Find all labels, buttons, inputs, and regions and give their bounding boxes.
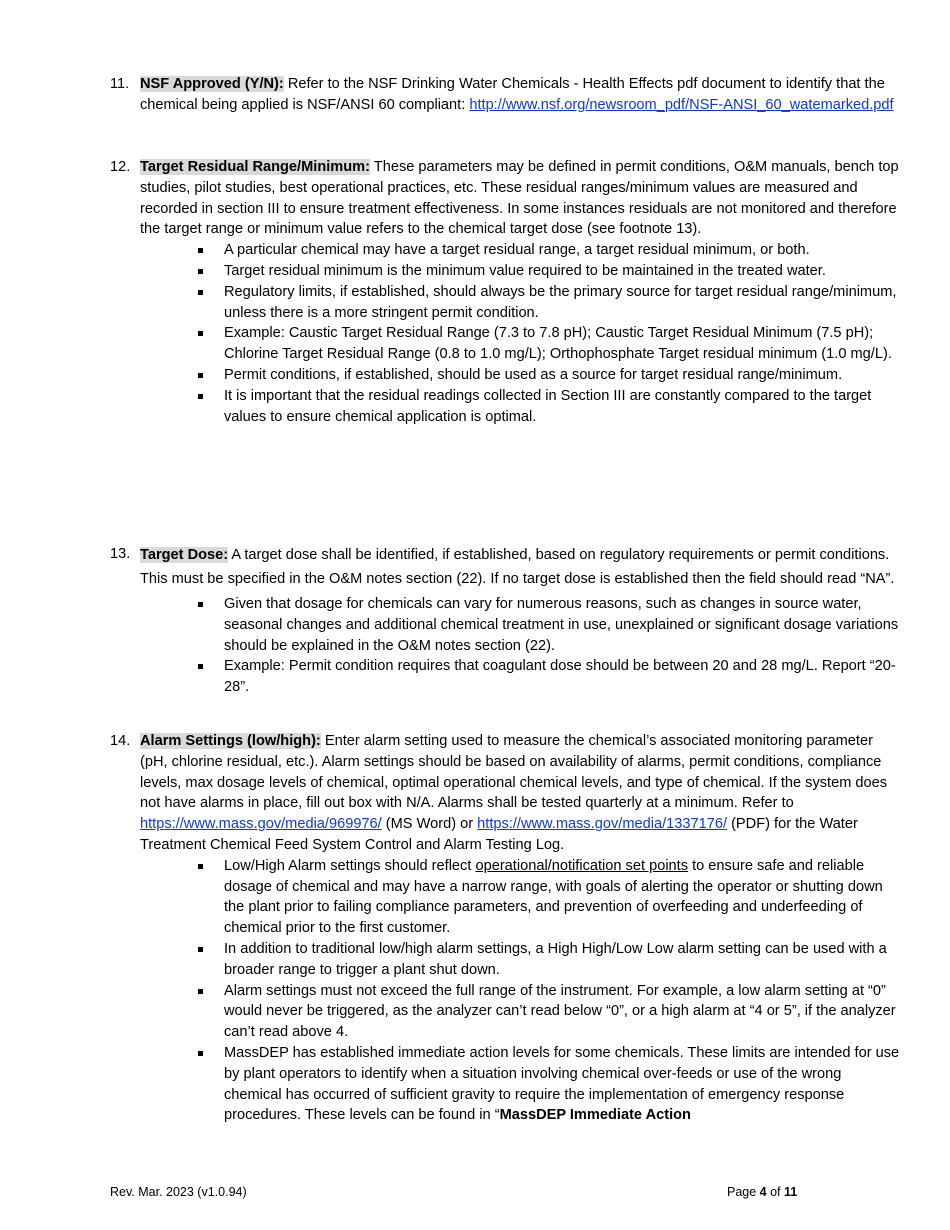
list-item-13 — [110, 544, 900, 698]
bullet-item: It is important that the residual readings collected in Section III are constantly compared to the target values to ensure chemical application is optimal. — [110, 386, 900, 428]
list-item-12 — [110, 157, 900, 427]
bullet-item: Regulatory limits, if established, should always be the primary source for target residual range/minimum, unless there is a more stringent permit condition. — [110, 282, 900, 324]
pdf-link[interactable]: https://www.mass.gov/media/1337176/ — [477, 816, 728, 833]
bullet-item: A particular chemical may have a target residual range, a target residual minimum, or both. — [110, 240, 900, 261]
item-number: 12. — [110, 159, 131, 175]
bullet-item: MassDEP has established immediate action levels for some chemicals. These limits are intended for use by plant operators to identify when a situation involving chemical over-feeds or use of the wrong chemical has occurred of sufficient gravity to require the implementation of emergency response procedures. These levels can be found in “MassDEP Immediate Action — [110, 1043, 900, 1126]
bullet-item: Given that dosage for chemicals can vary for numerous reasons, such as changes in source water, seasonal changes and additional chemical treatment in use, unexplained or significant dosage variations should be explained in the O&M notes section (22). — [110, 594, 900, 656]
bullet-icon — [198, 269, 203, 274]
bullet-icon — [198, 864, 203, 869]
bullet-list — [110, 240, 900, 427]
item-heading: Target Dose: — [140, 547, 229, 563]
bullet-item: Alarm settings must not exceed the full range of the instrument. For example, a low alarm setting at “0” would never be triggered, as the analyzer can’t read below “0”, or a high alarm at “4 or 5”, if the analyzer can’t read above 4. — [110, 981, 900, 1043]
bullet-icon — [198, 373, 203, 378]
bullet-item: Low/High Alarm settings should reflect operational/notification set points to ensure safe and reliable dosage of chemical and may have a narrow range, with goals of alerting the operator or shutting down the plant prior to failing compliance parameters, and prevention of overfeeding and underfeeding of chemical prior to the first customer. — [110, 856, 900, 939]
bullet-icon — [198, 989, 203, 994]
bullet-item: Example: Permit condition requires that coagulant dose should be between 20 and 28 mg/L. Report “20-28”. — [110, 656, 900, 698]
bullet-icon — [198, 947, 203, 952]
footer-page-number: Page 4 of 11 — [727, 1185, 798, 1199]
item-text: Refer to the NSF Drinking Water Chemicals - Health Effects pdf document to identify that the chemical being applied is NSF/ANSI 60 compliant: — [140, 76, 885, 113]
bullet-icon — [198, 1051, 203, 1056]
bullet-icon — [198, 602, 203, 607]
bullet-list — [110, 856, 900, 1126]
bullet-icon — [198, 290, 203, 295]
bullet-item: In addition to traditional low/high alarm settings, a High High/Low Low alarm setting can be used with a broader range to trigger a plant shut down. — [110, 939, 900, 981]
item-number: 11. — [110, 76, 130, 92]
nsf-pdf-link[interactable]: http://www.nsf.org/newsroom_pdf/NSF-ANSI_60_watemarked.pdf — [469, 96, 894, 113]
item-text: Enter alarm setting used to measure the chemical’s associated monitoring parameter (pH, chlorine residual, etc.). Alarm settings should be based on availability of alarms, permit conditions, compliance levels, max dosage levels of chemical, optimal operational chemical levels, and type of chemical. If the system does not have alarms in place, fill out box with N/A. Alarms shall be tested quarterly at a minimum. Refer to — [140, 733, 888, 812]
footer-revision: Rev. Mar. 2023 (v1.0.94) — [110, 1185, 247, 1199]
bullet-icon — [198, 664, 203, 669]
bullet-list — [110, 594, 900, 698]
bullet-item: Example: Caustic Target Residual Range (7.3 to 7.8 pH); Caustic Target Residual Minimum (7.5 pH); Chlorine Target Residual Range (0.8 to 1.0 mg/L); Orthophosphate Target residual minimum (1.0 mg/L). — [110, 323, 900, 365]
bullet-item: Target residual minimum is the minimum value required to be maintained in the treated water. — [110, 261, 900, 282]
item-heading: NSF Approved (Y/N): — [140, 76, 284, 92]
item-number: 14. — [110, 733, 131, 749]
bullet-icon — [198, 248, 203, 253]
bullet-icon — [198, 331, 203, 336]
bullet-icon — [198, 394, 203, 399]
list-item-14: 14. Alarm Settings (low/high): Enter alarm setting used to measure the chemical’s associated monitoring parameter (pH, chlorine residual, etc.). Alarm settings should be based on availability of alarms, permit conditions, compliance levels, max dosage levels of chemical, optimal operational chemical levels, and type of chemical. If the system does not have alarms in place, fill out box with N/A. Alarms shall be tested quarterly at a minimum. Refer to https://www.mass.gov/media/969976/ (MS Word) or https://www.mass.gov/media/1337176/ (PDF) for the Water Treatment Chemical Feed System Control and Alarm Testing Log. Low/High Alarm settings should reflect operational/notification set points to ensure safe and reliable dosage of chemical and may have a narrow range, with goals of alerting the operator or shutting down the plant prior to failing compliance parameters, and prevention of overfeeding and underfeeding of chemical prior to the first customer. In addition to traditional low/high alarm settings, a High High/Low Low alarm setting can be used with a broader range to trigger a plant shut down. Alarm settings must not exceed the full range of the instrument. For example, a low alarm setting at “0” would never be triggered, as the analyzer can’t read below “0”, or a high alarm at “4 or 5”, if the analyzer can’t read above 4. MassDEP has established immediate action levels for some chemicals. These limits are intended for use by plant operators to identify when a situation involving chemical over-feeds or use of the wrong chemical has occurred of sufficient gravity to require the implementation of emergency response procedures. These levels can be found in “MassDEP Immediate Action — [110, 731, 900, 1126]
ms-word-link[interactable]: https://www.mass.gov/media/969976/ — [140, 816, 382, 833]
bullet-item: Permit conditions, if established, should be used as a source for target residual range/minimum. — [110, 365, 900, 386]
item-text: A target dose shall be identified, if established, based on regulatory requirements or permit conditions. This must be specified in the O&M notes section (22). If no target dose is established then the field should read “NA”. — [140, 547, 895, 587]
list-item-11 — [110, 74, 900, 116]
item-text: These parameters may be defined in permit conditions, O&M manuals, bench top studies, pilot studies, best operational practices, etc. These residual ranges/minimum values are measured and recorded in section III to ensure treatment effectiveness. In some instances residuals are not monitored and therefore the target range or minimum value refers to the chemical target dose (see footnote 13). — [140, 159, 899, 238]
item-heading: Alarm Settings (low/high): — [140, 733, 321, 749]
item-number: 13. — [110, 546, 131, 562]
item-heading: Target Residual Range/Minimum: — [140, 159, 371, 175]
